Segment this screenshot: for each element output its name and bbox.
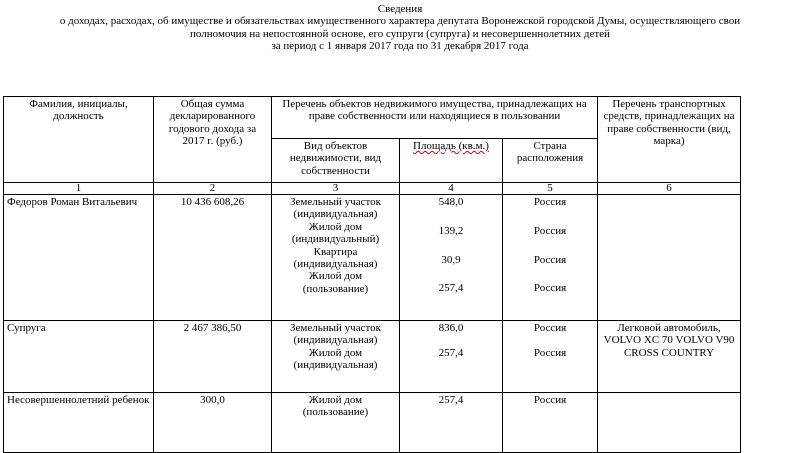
header-income: Общая сумма декларированного годового дохода за 2017 г. (руб.) xyxy=(154,97,272,183)
realty-countries-cell xyxy=(503,321,598,393)
realty-areas-cell xyxy=(400,195,503,321)
realty-area: 139,2 xyxy=(438,225,464,237)
realty-country: Россия xyxy=(533,225,567,237)
realty-type: Жилой дом (пользование) xyxy=(302,270,369,295)
realty-country: Россия xyxy=(533,394,567,406)
document-header xyxy=(0,0,800,53)
realty-area: 548,0 xyxy=(438,196,464,208)
header-realty-type: Вид объектов недвижимости, вид собственности xyxy=(272,139,400,183)
table-row xyxy=(4,321,741,393)
table-row xyxy=(4,195,741,321)
header-realty-group: Перечень объектов недвижимого имущества, принадлежащих на праве собственности или находящиеся в пользовании xyxy=(272,97,598,139)
realty-areas-cell xyxy=(400,393,503,453)
person-income: 2 467 386,50 xyxy=(154,321,272,393)
realty-areas-cell xyxy=(400,321,503,393)
declaration-table xyxy=(3,96,741,453)
realty-countries-cell xyxy=(503,195,598,321)
realty-types-cell xyxy=(272,393,400,453)
header-country: Страна расположения xyxy=(503,139,598,183)
realty-type: Квартира (индивидуальная) xyxy=(293,245,378,271)
realty-country: Россия xyxy=(533,282,567,294)
realty-type: Жилой дом (пользование) xyxy=(302,394,369,419)
realty-country: Россия xyxy=(533,322,567,334)
column-number-1: 1 xyxy=(4,183,154,195)
header-subtitle-1: о доходах, расходах, об имуществе и обязательствах имущественного характера депутата Воронежской городской Думы, осуществляющего свои xyxy=(59,15,741,28)
header-area xyxy=(400,139,503,183)
column-number-4: 4 xyxy=(400,183,503,195)
person-vehicles: Легковой автомобиль, VOLVO XC 70 VOLVO V90 CROSS COUNTRY xyxy=(598,321,741,393)
header-area-text: Площадь (кв.м.) xyxy=(413,140,489,152)
header-title: Сведения xyxy=(377,3,423,15)
realty-area: 257,4 xyxy=(438,282,464,294)
realty-area: 30,9 xyxy=(441,254,461,266)
realty-country: Россия xyxy=(533,196,567,208)
header-subtitle-2: полномочия на непостоянной основе, его супруги (супруга) и несовершеннолетних детей xyxy=(190,27,610,40)
person-name: Федоров Роман Витальевич xyxy=(4,195,154,321)
person-income: 10 436 608,26 xyxy=(154,195,272,321)
realty-types-cell xyxy=(272,195,400,321)
person-name: Супруга xyxy=(4,321,154,393)
realty-area: 257,4 xyxy=(438,347,464,359)
realty-countries-cell xyxy=(503,393,598,453)
realty-area: 836,0 xyxy=(438,322,464,334)
person-name: Несовершеннолетний ребенок xyxy=(4,393,154,453)
realty-country: Россия xyxy=(533,347,567,359)
header-period: за период с 1 января 2017 года по 31 декабря 2017 года xyxy=(271,40,529,53)
column-number-5: 5 xyxy=(503,183,598,195)
column-number-3: 3 xyxy=(272,183,400,195)
realty-types-cell xyxy=(272,321,400,393)
realty-type: Земельный участок (индивидуальная) xyxy=(290,196,381,221)
person-vehicles xyxy=(598,393,741,453)
header-name: Фамилия, инициалы, должность xyxy=(4,97,154,183)
person-vehicles xyxy=(598,195,741,321)
table-row xyxy=(4,393,741,453)
realty-type: Земельный участок (индивидуальная) xyxy=(290,322,381,347)
column-number-6: 6 xyxy=(598,183,741,195)
person-income: 300,0 xyxy=(154,393,272,453)
realty-area: 257,4 xyxy=(438,394,464,406)
realty-type: Жилой дом (индивидуальная) xyxy=(293,346,378,372)
realty-type: Жилой дом (индивидуальный) xyxy=(291,220,380,246)
realty-country: Россия xyxy=(533,254,567,266)
column-number-2: 2 xyxy=(154,183,272,195)
header-vehicles: Перечень транспортных средств, принадлежащих на праве собственности (вид, марка) xyxy=(598,97,741,183)
